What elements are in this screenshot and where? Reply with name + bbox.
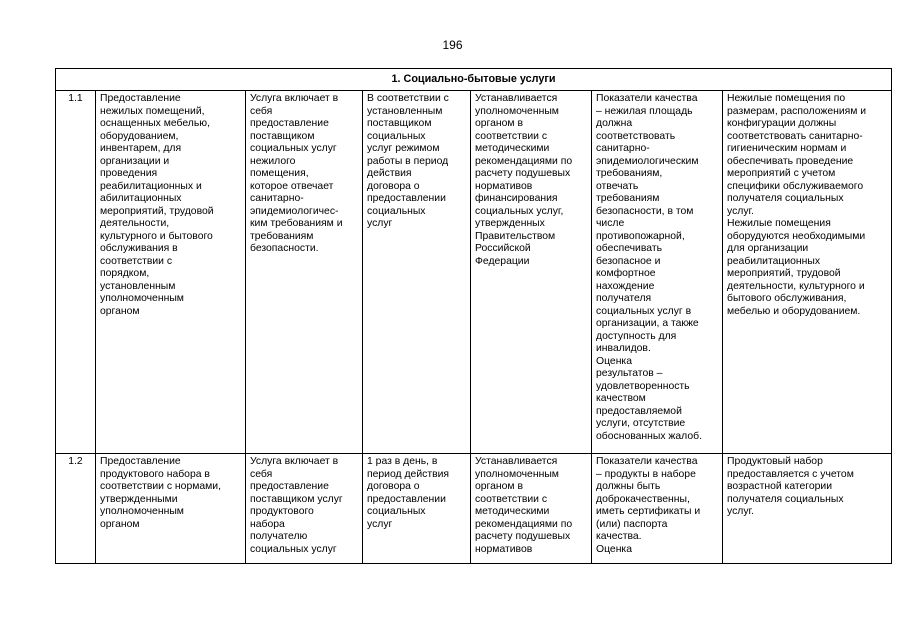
service-conditions: Нежилые помещения по размерам, расположениям и конфигурации должны соответствовать санитарно- гигиеническим нормам и обеспечивать проведение мероприятий с учетом специфики обслуживаемого получателя социальных услуг. Нежилые помещения оборудуются необходимыми для организации реабилитационных мероприятий, трудовой деятельности, культурного и бытового обслуживания, мебелью и оборудованием. (723, 91, 892, 454)
service-quality: Показатели качества – нежилая площадь должна соответствовать санитарно- эпидемиологическим требованиям, отвечать требованиям безопасности, в том числе противопожарной, обеспечивать безопасное и комфортное нахождение получателя социальных услуг в организации, а также доступность для инвалидов. Оценка результатов – удовлетворенность качеством предоставляемой услуги, отсутствие обоснованных жалоб. (592, 91, 723, 454)
service-quality: Показатели качества – продукты в наборе должны быть доброкачественны, иметь сертификаты и (или) паспорта качества. Оценка (592, 454, 723, 564)
table-row (56, 454, 892, 564)
page-number: 196 (442, 38, 463, 52)
table-row (56, 91, 892, 454)
service-deadline: В соответствии с установленным поставщиком социальных услуг режимом работы в период действия договора о предоставлении социальных услуг (363, 91, 471, 454)
service-number: 1.2 (56, 454, 96, 564)
service-conditions: Продуктовый набор предоставляется с учетом возрастной категории получателя социальных услуг. (723, 454, 892, 564)
service-tariff: Устанавливается уполномоченным органом в соответствии с методическими рекомендациями по расчету подушевых нормативов финансирования социальных услуг, утвержденных Правительством Российской Федерации (471, 91, 592, 454)
service-tariff: Устанавливается уполномоченным органом в соответствии с методическими рекомендациями по расчету подушевых нормативов (471, 454, 592, 564)
service-number: 1.1 (56, 91, 96, 454)
service-deadline: 1 раз в день, в период действия договора о предоставлении социальных услуг (363, 454, 471, 564)
section-header-row (56, 69, 892, 91)
service-content: Услуга включает в себя предоставление поставщиком услуг продуктового набора получателю социальных услуг (246, 454, 363, 564)
service-name: Предоставление нежилых помещений, оснащенных мебелью, оборудованием, инвентарем, для организации и проведения реабилитационных и абилитационных мероприятий, трудовой деятельности, культурного и бытового обслуживания в соответствии с порядком, установленным уполномоченным органом (96, 91, 246, 454)
section-title: 1. Социально-бытовые услуги (56, 69, 892, 91)
service-name: Предоставление продуктового набора в соответствии с нормами, утвержденными уполномоченным органом (96, 454, 246, 564)
services-table (55, 68, 892, 564)
service-content: Услуга включает в себя предоставление поставщиком социальных услуг нежилого помещения, которое отвечает санитарно- эпидемиологичес- ким требованиям и требованиям безопасности. (246, 91, 363, 454)
